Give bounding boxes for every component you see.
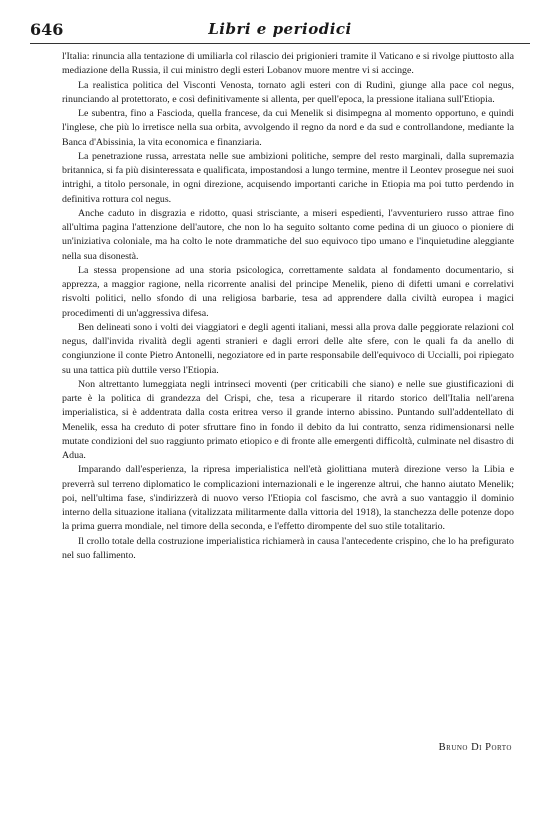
body-text bbox=[62, 50, 514, 563]
paragraph-10: Il crollo totale della costruzione imperialistica richiamerà in causa l'antecedente crispino, che lo ha prefigurato nel suo fallimento. bbox=[62, 535, 514, 561]
header-rule bbox=[30, 43, 530, 44]
paragraph-9: Imparando dall'esperienza, la ripresa imperialistica nell'età giolittiana muterà direzione verso la Libia e preverrà sul terreno diplomatico le complicazioni internazionali e le ingerenze altrui, che hanno aiutato Menelik; poi, nell'ultima fase, s'indirizzerà di nuovo verso l'Etiopia col fascismo, che avrà a suo vantaggio il dominio interno della situazione italiana (vitalizzata militarmente dalla vittoria del 1918), la stanchezza delle potenze dopo la prima guerra mondiale, nel timore della seconda, e l'effetto dirompente del suo stile totalitario. bbox=[62, 464, 514, 533]
paragraph-6: La stessa propensione ad una storia psicologica, correttamente saldata al fondamento documentario, si apprezza, a maggior ragione, nella ricorrente analisi del principe Menelik, pieno di difetti umani e correlativi risvolti politici, nello sfondo di una religiosa barbarie, tesa ad apprendere dalla civiltà europea i magici procedimenti di un'aggressiva difesa. bbox=[62, 264, 514, 319]
author-signature: Bruno Di Porto bbox=[438, 742, 512, 753]
paragraph-2: La realistica politica del Visconti Venosta, tornato agli esteri con di Rudinì, giunge alla pace col negus, rinunciando al protettorato, e così definitivamente si allenta, per quell'epoca, la pressione italiana sull'Etiopia. bbox=[62, 79, 514, 105]
paragraph-7: Ben delineati sono i volti dei viaggiatori e degli agenti italiani, messi alla prova dalle peggiorate relazioni col negus, dall'invida rivalità degli agenti stranieri e dagli errori delle alte sfere, con le quali fa da anello di congiunzione il conte Pietro Antonelli, negoziatore ed in parte responsabile dell'equivoco di Uccialli, poi ripiegato su una tattica più duttile verso l'Etiopia. bbox=[62, 321, 514, 376]
page-number: 646 bbox=[30, 20, 64, 39]
page-header bbox=[30, 20, 530, 40]
paragraph-8: Non altrettanto lumeggiata negli intrinseci moventi (per criticabili che siano) e nelle sue giustificazioni di parte è la politica di grandezza del Crispi, che, tesa a ricuperare il ritardo storico dell'Italia nell'arena imperialistica, si è addentrata dalla costa eritrea verso il grande interno abissino. Puntando sull'addentellato di Menelik, essa ha creduto di poter sfruttare fino in fondo il debito da lui contratto, senza ridimensionarsi nelle mutate condizioni del suo raggiunto primato etiopico e di fronte alle emergenti difficoltà, culminate nel disastro di Adua. bbox=[62, 378, 514, 461]
paragraph-3: Le subentra, fino a Fascioda, quella francese, da cui Menelik si disimpegna al momento opportuno, e quindi l'inglese, che più lo irretisce nella sua orbita, avvolgendo il regno da nord e da sud e controllandone, mediante la Banca d'Abissinia, la vita economica e finanziaria. bbox=[62, 108, 514, 148]
running-title: Libri e periodici bbox=[208, 20, 352, 38]
paragraph-5: Anche caduto in disgrazia e ridotto, quasi strisciante, a miseri espedienti, l'avventuriero russo attrae fino all'ultima pagina l'attenzione dell'autore, che non lo ha seguito soltanto come pedina di un giuoco o pioniere di un'iniziativa coloniale, ma ha colto le note drammatiche del suo equivoco tipo umano e l'inquietudine aleggiante nella sua disonestà. bbox=[62, 207, 514, 262]
paragraph-4: La penetrazione russa, arrestata nelle sue ambizioni politiche, sempre del resto marginali, dalla supremazia britannica, si fa più disinteressata e qualificata, impostandosi a lungo termine, mentre il Leontev prosegue nei suoi intrighi, a titolo personale, in ogni direzione, acquisendo importanti cariche in Etiopia ma poi tutto perdendo in definitiva rottura col negus. bbox=[62, 150, 514, 205]
paragraph-1: l'Italia: rinuncia alla tentazione di umiliarla col rilascio dei prigionieri tramite il Vaticano e si rivolge piuttosto alla mediazione della Russia, il cui ministro degli esteri Lobanov muore mentre vi si accinge. bbox=[62, 51, 514, 77]
